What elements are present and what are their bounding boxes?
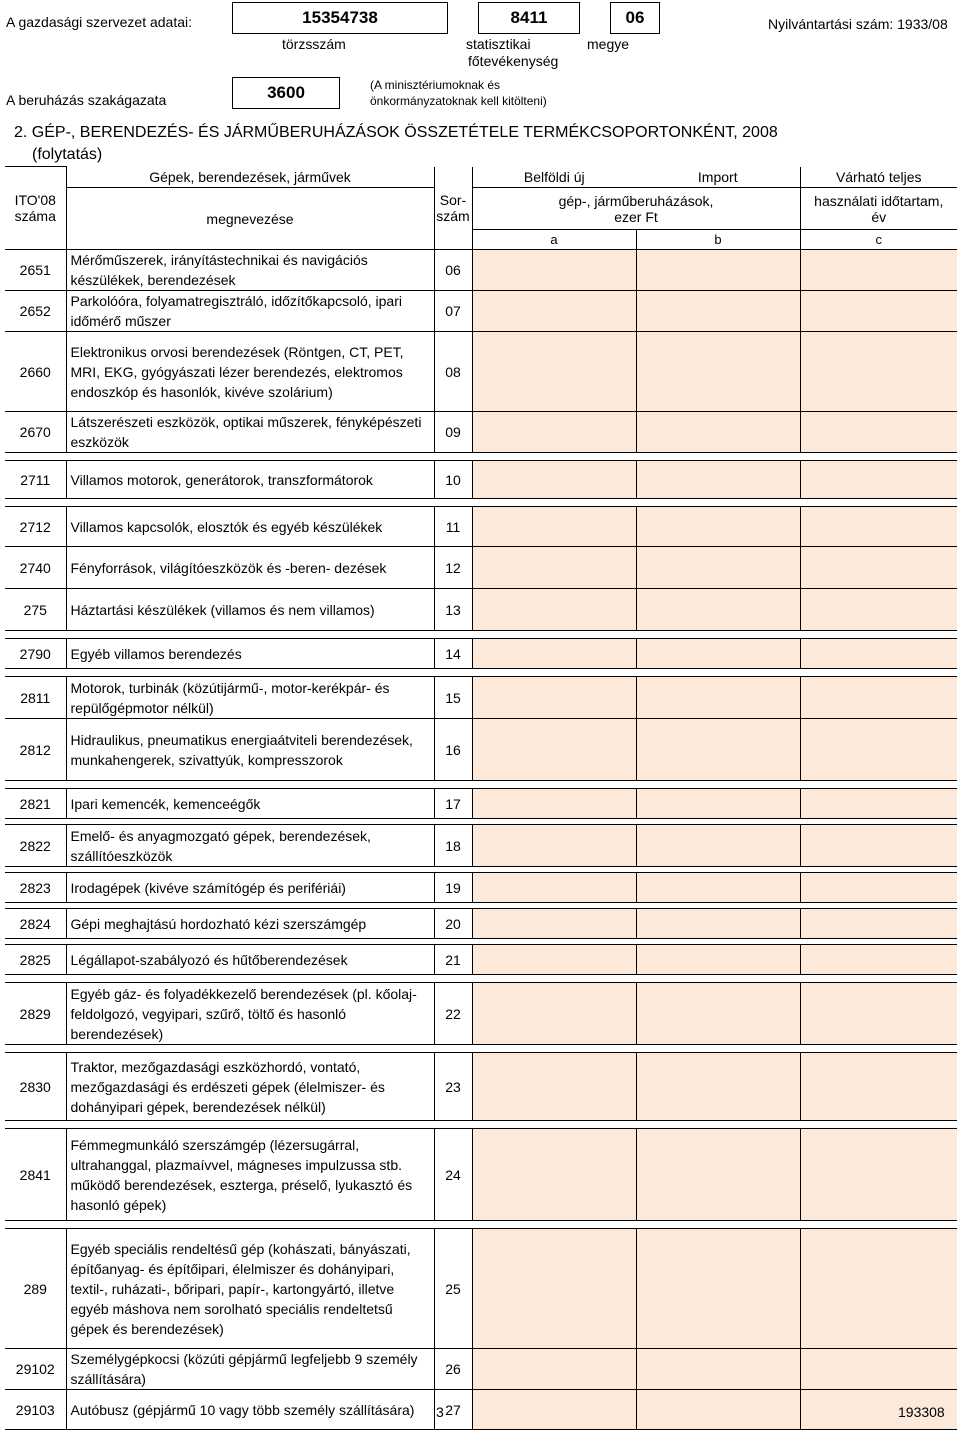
input-a[interactable]: [472, 412, 636, 453]
table-row: [5, 983, 957, 1045]
spacer-cell: [472, 453, 636, 461]
investment-table: [5, 166, 957, 1430]
ito-code: 2824: [5, 909, 66, 939]
input-b[interactable]: [636, 825, 800, 867]
table-row: [5, 1053, 957, 1121]
spacer-cell: [472, 975, 636, 983]
input-a[interactable]: [472, 873, 636, 903]
gep-header: gép-, járműberuházások, ezer Ft: [472, 188, 800, 230]
table-row: [5, 250, 957, 291]
input-a[interactable]: [472, 332, 636, 412]
input-a[interactable]: [472, 825, 636, 867]
input-b[interactable]: [636, 1390, 800, 1430]
table-row: [5, 1390, 957, 1430]
input-a[interactable]: [472, 719, 636, 781]
row-number: 13: [434, 589, 472, 631]
input-b[interactable]: [636, 1349, 800, 1390]
spacer-cell: [66, 1221, 434, 1229]
input-a[interactable]: [472, 945, 636, 975]
row-spacer: [5, 631, 957, 639]
product-name: Villamos motorok, generátorok, transzformátorok: [66, 461, 434, 499]
import-header: Import: [636, 167, 800, 188]
col-a: a: [472, 230, 636, 250]
row-number: 08: [434, 332, 472, 412]
ito-code: 2712: [5, 507, 66, 547]
row-number: 18: [434, 825, 472, 867]
input-b[interactable]: [636, 412, 800, 453]
spacer-cell: [800, 781, 957, 789]
ito-code: 2821: [5, 789, 66, 819]
szakagazat-field[interactable]: 3600: [232, 77, 340, 109]
table-row: [5, 1349, 957, 1390]
ito-code: 2829: [5, 983, 66, 1045]
spacer-cell: [5, 975, 66, 983]
input-c[interactable]: [800, 1053, 957, 1121]
input-a[interactable]: [472, 677, 636, 719]
input-c[interactable]: [800, 547, 957, 589]
row-spacer: [5, 453, 957, 461]
spacer-cell: [800, 1221, 957, 1229]
product-name: Személygépkocsi (közúti gépjármű legfeljebb 9 személy szállítására): [66, 1349, 434, 1390]
input-c[interactable]: [800, 677, 957, 719]
ito-code: 29103: [5, 1390, 66, 1430]
row-number: 22: [434, 983, 472, 1045]
table-row: [5, 1129, 957, 1221]
ito-code: 2830: [5, 1053, 66, 1121]
row-spacer: [5, 499, 957, 507]
row-number: 16: [434, 719, 472, 781]
input-a[interactable]: [472, 507, 636, 547]
input-c[interactable]: [800, 1229, 957, 1349]
row-number: 20: [434, 909, 472, 939]
row-number: 14: [434, 639, 472, 669]
spacer-cell: [5, 669, 66, 677]
spacer-cell: [800, 631, 957, 639]
input-a[interactable]: [472, 789, 636, 819]
input-b[interactable]: [636, 909, 800, 939]
ito-code: 2823: [5, 873, 66, 903]
table-row: [5, 589, 957, 631]
torzsszam-label: törzsszám: [282, 36, 346, 52]
product-name: Hidraulikus, pneumatikus energiaátviteli berendezések, munkahengerek, szivattyúk, kompresszorok: [66, 719, 434, 781]
spacer-cell: [5, 499, 66, 507]
spacer-cell: [636, 453, 800, 461]
row-number: 06: [434, 250, 472, 291]
table-row: [5, 547, 957, 589]
input-c[interactable]: [800, 291, 957, 332]
spacer-cell: [472, 1045, 636, 1053]
input-a[interactable]: [472, 1229, 636, 1349]
row-number: 07: [434, 291, 472, 332]
input-b[interactable]: [636, 639, 800, 669]
spacer-cell: [434, 453, 472, 461]
row-number: 19: [434, 873, 472, 903]
product-name: Parkolóóra, folyamatregisztráló, időzítőkapcsoló, ipari időmérő műszer: [66, 291, 434, 332]
input-a[interactable]: [472, 589, 636, 631]
row-number: 21: [434, 945, 472, 975]
input-a[interactable]: [472, 250, 636, 291]
col-b: b: [636, 230, 800, 250]
table-row: [5, 825, 957, 867]
spacer-cell: [5, 781, 66, 789]
table-body: [5, 250, 957, 1430]
belfoldi-header: Belföldi új: [472, 167, 636, 188]
ito-code: 2790: [5, 639, 66, 669]
spacer-cell: [66, 453, 434, 461]
ito-code: 289: [5, 1229, 66, 1349]
spacer-cell: [66, 499, 434, 507]
form-code: 193308: [898, 1404, 945, 1420]
note-line-2: önkormányzatoknak kell kitölteni): [370, 94, 547, 108]
ito-code: 275: [5, 589, 66, 631]
spacer-cell: [434, 499, 472, 507]
input-c[interactable]: [800, 461, 957, 499]
spacer-cell: [472, 1121, 636, 1129]
input-a[interactable]: [472, 1390, 636, 1430]
spacer-cell: [472, 631, 636, 639]
input-b[interactable]: [636, 719, 800, 781]
spacer-cell: [434, 631, 472, 639]
spacer-cell: [636, 631, 800, 639]
megye-field[interactable]: 06: [610, 2, 660, 34]
ito-code: 2651: [5, 250, 66, 291]
input-c[interactable]: [800, 789, 957, 819]
spacer-cell: [5, 1045, 66, 1053]
group-header: Gépek, berendezések, járművek: [66, 167, 434, 188]
spacer-cell: [66, 1121, 434, 1129]
page-title: 2. GÉP-, BERENDEZÉS- ÉS JÁRMŰBERUHÁZÁSOK ÖSSZETÉTELE TERMÉKCSOPORTONKÉNT, 2008: [14, 124, 778, 141]
input-b[interactable]: [636, 332, 800, 412]
name-header: megnevezése: [66, 188, 434, 250]
spacer-cell: [636, 1121, 800, 1129]
note-line-1: (A minisztériumoknak és: [370, 78, 501, 92]
ito-code: 2711: [5, 461, 66, 499]
input-a[interactable]: [472, 639, 636, 669]
input-c[interactable]: [800, 332, 957, 412]
spacer-cell: [434, 1221, 472, 1229]
szakagazat-label: A beruházás szakágazata: [6, 92, 167, 108]
col-c: c: [800, 230, 957, 250]
product-name: Elektronikus orvosi berendezések (Röntgen, CT, PET, MRI, EKG, gyógyászati lézer berendezés, elektromos endoszkóp és hasonlók, kivéve szolárium): [66, 332, 434, 412]
stat-field[interactable]: 8411: [478, 2, 580, 34]
product-name: Egyéb villamos berendezés: [66, 639, 434, 669]
input-a[interactable]: [472, 461, 636, 499]
product-name: Emelő- és anyagmozgató gépek, berendezések, szállítóeszközök: [66, 825, 434, 867]
spacer-cell: [800, 453, 957, 461]
input-b[interactable]: [636, 1053, 800, 1121]
spacer-cell: [636, 669, 800, 677]
spacer-cell: [5, 1221, 66, 1229]
row-number: 27: [434, 1390, 472, 1430]
varhato-header: Várható teljes: [800, 167, 957, 188]
row-spacer: [5, 975, 957, 983]
input-c[interactable]: [800, 873, 957, 903]
row-spacer: [5, 669, 957, 677]
spacer-cell: [636, 1045, 800, 1053]
product-name: Egyéb gáz- és folyadékkezelő berendezések (pl. kőolaj-feldolgozó, vegyipari, szűrő, töltő és hasonló berendezések): [66, 983, 434, 1045]
row-number: 15: [434, 677, 472, 719]
input-b[interactable]: [636, 789, 800, 819]
spacer-cell: [66, 631, 434, 639]
input-b[interactable]: [636, 873, 800, 903]
row-number: 09: [434, 412, 472, 453]
input-b[interactable]: [636, 1229, 800, 1349]
row-number: 23: [434, 1053, 472, 1121]
spacer-cell: [472, 499, 636, 507]
spacer-cell: [636, 499, 800, 507]
input-b[interactable]: [636, 1129, 800, 1221]
input-a[interactable]: [472, 1129, 636, 1221]
spacer-cell: [66, 975, 434, 983]
input-b[interactable]: [636, 677, 800, 719]
product-name: Ipari kemencék, kemenceégők: [66, 789, 434, 819]
spacer-cell: [434, 975, 472, 983]
spacer-cell: [636, 1221, 800, 1229]
spacer-cell: [5, 1121, 66, 1129]
product-name: Látszerészeti eszközök, optikai műszerek, fényképészeti eszközök: [66, 412, 434, 453]
page-subtitle: (folytatás): [32, 146, 103, 163]
product-name: Egyéb speciális rendeltésű gép (kohászati, bányászati, építőanyag- és építőipari, élelmiszer és dohányipari, textil-, ruházati-, bőripari, papír-, kartongyártó, illetve egyéb máshova nem sorolható speciális rendeltetsű gépek és berendezések): [66, 1229, 434, 1349]
ito-code: 2660: [5, 332, 66, 412]
spacer-cell: [472, 669, 636, 677]
input-a[interactable]: [472, 1349, 636, 1390]
product-name: Légállapot-szabályozó és hűtőberendezések: [66, 945, 434, 975]
ito-code: 2652: [5, 291, 66, 332]
input-b[interactable]: [636, 945, 800, 975]
row-number: 12: [434, 547, 472, 589]
spacer-cell: [5, 631, 66, 639]
ito-code: 2825: [5, 945, 66, 975]
stat-label-1: statisztikai: [466, 36, 531, 52]
input-b[interactable]: [636, 983, 800, 1045]
ito-code: 2740: [5, 547, 66, 589]
input-c[interactable]: [800, 945, 957, 975]
org-label: A gazdasági szervezet adatai:: [6, 14, 193, 30]
product-name: Autóbusz (gépjármű 10 vagy több személy szállítására): [66, 1390, 434, 1430]
stat-label-2: főtevékenység: [468, 53, 559, 69]
input-c[interactable]: [800, 1129, 957, 1221]
product-name: Villamos kapcsolók, elosztók és egyéb készülékek: [66, 507, 434, 547]
input-a[interactable]: [472, 909, 636, 939]
input-a[interactable]: [472, 547, 636, 589]
product-name: Fémmegmunkáló szerszámgép (lézersugárral, ultrahanggal, plazmaívvel, mágneses impulzussa stb. működő berendezések, eszterga, préselő, lyukasztó és hasonló gépek): [66, 1129, 434, 1221]
table-row: [5, 789, 957, 819]
table-row: [5, 639, 957, 669]
table-row: [5, 909, 957, 939]
spacer-cell: [66, 1045, 434, 1053]
table-row: [5, 412, 957, 453]
spacer-cell: [636, 975, 800, 983]
input-c[interactable]: [800, 983, 957, 1045]
row-number: 11: [434, 507, 472, 547]
row-number: 10: [434, 461, 472, 499]
product-name: Háztartási készülékek (villamos és nem villamos): [66, 589, 434, 631]
ito-code: 2812: [5, 719, 66, 781]
ito-code: 29102: [5, 1349, 66, 1390]
input-a[interactable]: [472, 1053, 636, 1121]
input-c[interactable]: [800, 507, 957, 547]
row-number: 25: [434, 1229, 472, 1349]
spacer-cell: [434, 1121, 472, 1129]
input-c[interactable]: [800, 589, 957, 631]
ito-code: 2822: [5, 825, 66, 867]
product-name: Gépi meghajtású hordozható kézi szerszámgép: [66, 909, 434, 939]
spacer-cell: [5, 453, 66, 461]
ito-header: ITO'08 száma: [5, 167, 66, 250]
spacer-cell: [800, 499, 957, 507]
input-a[interactable]: [472, 983, 636, 1045]
spacer-cell: [800, 669, 957, 677]
table-row: [5, 461, 957, 499]
table-row: [5, 332, 957, 412]
row-spacer: [5, 781, 957, 789]
spacer-cell: [800, 1045, 957, 1053]
row-spacer: [5, 1221, 957, 1229]
row-number: 26: [434, 1349, 472, 1390]
table-row: [5, 1229, 957, 1349]
table-row: [5, 873, 957, 903]
input-c[interactable]: [800, 639, 957, 669]
spacer-cell: [472, 1221, 636, 1229]
table-row: [5, 507, 957, 547]
input-c[interactable]: [800, 909, 957, 939]
spacer-cell: [434, 1045, 472, 1053]
page-number: 3: [436, 1404, 444, 1420]
torzsszam-field[interactable]: 15354738: [232, 2, 448, 34]
table-row: [5, 719, 957, 781]
input-c[interactable]: [800, 1349, 957, 1390]
spacer-cell: [66, 781, 434, 789]
input-c[interactable]: [800, 719, 957, 781]
input-b[interactable]: [636, 507, 800, 547]
input-b[interactable]: [636, 291, 800, 332]
sor-header: Sor- szám: [434, 167, 472, 250]
spacer-cell: [434, 781, 472, 789]
spacer-cell: [636, 781, 800, 789]
spacer-cell: [472, 781, 636, 789]
megye-label: megye: [587, 36, 630, 52]
input-b[interactable]: [636, 589, 800, 631]
input-b[interactable]: [636, 547, 800, 589]
spacer-cell: [800, 1121, 957, 1129]
spacer-cell: [434, 669, 472, 677]
input-b[interactable]: [636, 461, 800, 499]
ito-code: 2670: [5, 412, 66, 453]
product-name: Motorok, turbinák (közútijármű-, motor-kerékpár- és repülőgépmotor nélkül): [66, 677, 434, 719]
spacer-cell: [800, 975, 957, 983]
table-row: [5, 291, 957, 332]
row-number: 24: [434, 1129, 472, 1221]
input-c[interactable]: [800, 250, 957, 291]
row-spacer: [5, 1045, 957, 1053]
hasznalati-header: használati időtartam, év: [800, 188, 957, 230]
input-b[interactable]: [636, 250, 800, 291]
table-row: [5, 677, 957, 719]
input-a[interactable]: [472, 291, 636, 332]
input-c[interactable]: [800, 412, 957, 453]
product-name: Mérőműszerek, irányítástechnikai és navigációs készülékek, berendezések: [66, 250, 434, 291]
table-row: [5, 945, 957, 975]
input-c[interactable]: [800, 825, 957, 867]
product-name: Irodagépek (kivéve számítógép és perifériái): [66, 873, 434, 903]
ito-code: 2841: [5, 1129, 66, 1221]
product-name: Traktor, mezőgazdasági eszközhordó, vontató, mezőgazdasági és erdészeti gépek (élelmiszer- és dohányipari gépek, berendezések nélkül): [66, 1053, 434, 1121]
nyilvantartasi-szam: Nyilvántartási szám: 1933/08: [768, 16, 948, 32]
spacer-cell: [66, 669, 434, 677]
row-number: 17: [434, 789, 472, 819]
row-spacer: [5, 1121, 957, 1129]
ito-code: 2811: [5, 677, 66, 719]
product-name: Fényforrások, világítóeszközök és -beren- dezések: [66, 547, 434, 589]
